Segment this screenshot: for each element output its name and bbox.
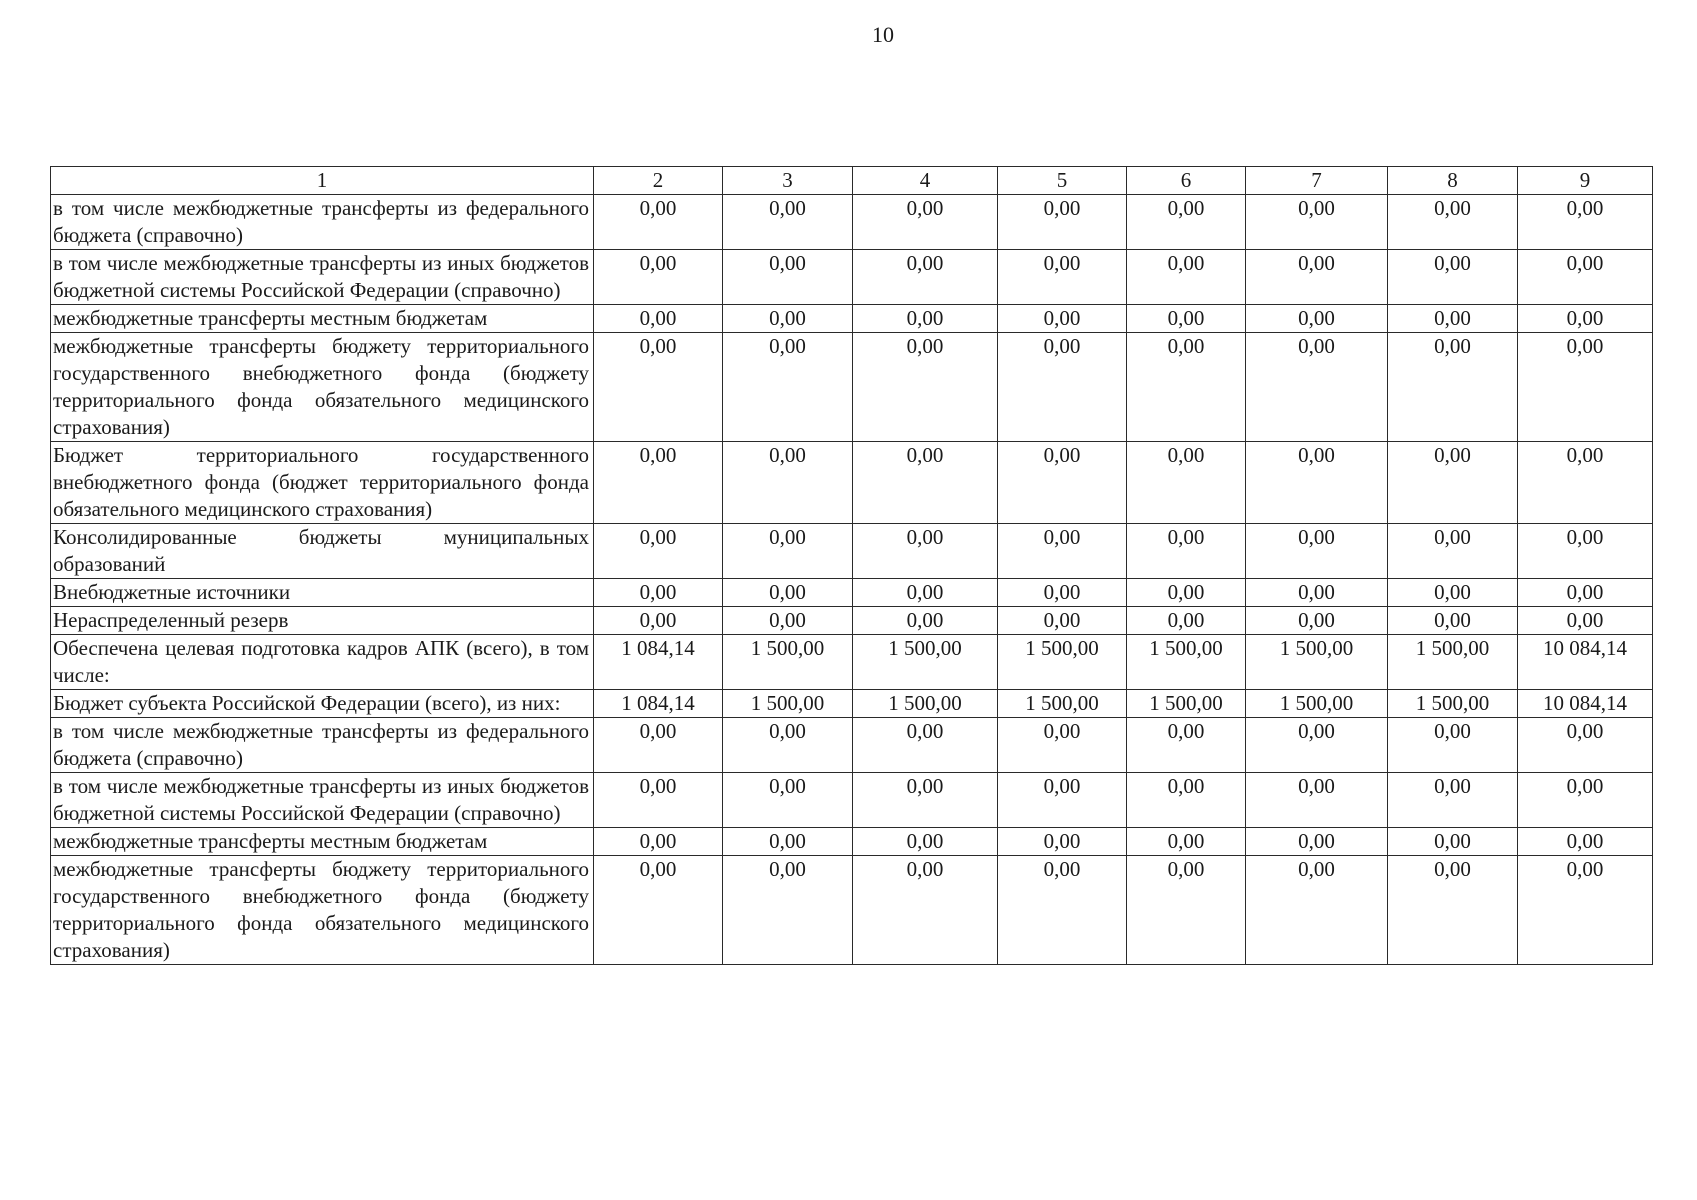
row-value-col-9: 0,00 xyxy=(1518,579,1653,607)
table-row xyxy=(51,442,1653,524)
row-value-col-3: 0,00 xyxy=(723,773,853,828)
row-value-col-4: 0,00 xyxy=(853,442,998,524)
row-value-col-4: 0,00 xyxy=(853,524,998,579)
row-value-col-8: 0,00 xyxy=(1388,773,1518,828)
row-value-col-8: 0,00 xyxy=(1388,195,1518,250)
table-row xyxy=(51,333,1653,442)
row-value-col-7: 0,00 xyxy=(1246,524,1388,579)
row-value-col-3: 1 500,00 xyxy=(723,635,853,690)
row-value-col-8: 0,00 xyxy=(1388,524,1518,579)
table-row xyxy=(51,718,1653,773)
row-value-col-9: 0,00 xyxy=(1518,305,1653,333)
row-value-col-4: 0,00 xyxy=(853,579,998,607)
row-label: в том числе межбюджетные трансферты из иных бюджетов бюджетной системы Российской Федерации (справочно) xyxy=(51,250,594,305)
row-value-col-2: 0,00 xyxy=(594,333,723,442)
row-label: в том числе межбюджетные трансферты из федерального бюджета (справочно) xyxy=(51,195,594,250)
row-value-col-8: 0,00 xyxy=(1388,305,1518,333)
row-value-col-3: 0,00 xyxy=(723,195,853,250)
row-value-col-3: 0,00 xyxy=(723,442,853,524)
row-value-col-8: 0,00 xyxy=(1388,442,1518,524)
row-value-col-8: 0,00 xyxy=(1388,607,1518,635)
row-value-col-2: 0,00 xyxy=(594,607,723,635)
row-value-col-9: 0,00 xyxy=(1518,828,1653,856)
row-value-col-9: 0,00 xyxy=(1518,607,1653,635)
row-value-col-5: 0,00 xyxy=(998,579,1127,607)
row-value-col-5: 0,00 xyxy=(998,856,1127,965)
row-value-col-2: 0,00 xyxy=(594,250,723,305)
column-header-7: 7 xyxy=(1246,167,1388,195)
row-value-col-2: 0,00 xyxy=(594,305,723,333)
row-value-col-5: 0,00 xyxy=(998,524,1127,579)
row-value-col-2: 0,00 xyxy=(594,773,723,828)
row-value-col-5: 0,00 xyxy=(998,195,1127,250)
row-value-col-4: 0,00 xyxy=(853,718,998,773)
row-value-col-9: 0,00 xyxy=(1518,718,1653,773)
row-label: в том числе межбюджетные трансферты из иных бюджетов бюджетной системы Российской Федерации (справочно) xyxy=(51,773,594,828)
row-value-col-3: 0,00 xyxy=(723,305,853,333)
row-value-col-7: 0,00 xyxy=(1246,718,1388,773)
row-value-col-4: 0,00 xyxy=(853,305,998,333)
row-value-col-9: 0,00 xyxy=(1518,250,1653,305)
column-header-5: 5 xyxy=(998,167,1127,195)
row-value-col-4: 0,00 xyxy=(853,195,998,250)
row-label: Бюджет субъекта Российской Федерации (всего), из них: xyxy=(51,690,594,718)
table-row xyxy=(51,305,1653,333)
table-row xyxy=(51,250,1653,305)
row-value-col-6: 0,00 xyxy=(1127,195,1246,250)
row-value-col-6: 0,00 xyxy=(1127,773,1246,828)
row-value-col-3: 0,00 xyxy=(723,607,853,635)
table-row xyxy=(51,690,1653,718)
table-row xyxy=(51,828,1653,856)
row-value-col-2: 0,00 xyxy=(594,442,723,524)
row-value-col-5: 0,00 xyxy=(998,607,1127,635)
row-value-col-8: 0,00 xyxy=(1388,250,1518,305)
row-value-col-2: 0,00 xyxy=(594,828,723,856)
row-value-col-7: 0,00 xyxy=(1246,333,1388,442)
budget-table xyxy=(50,166,1653,965)
column-header-2: 2 xyxy=(594,167,723,195)
row-value-col-7: 0,00 xyxy=(1246,442,1388,524)
row-value-col-2: 0,00 xyxy=(594,524,723,579)
column-header-9: 9 xyxy=(1518,167,1653,195)
column-header-3: 3 xyxy=(723,167,853,195)
row-value-col-6: 0,00 xyxy=(1127,607,1246,635)
row-label: Внебюджетные источники xyxy=(51,579,594,607)
row-value-col-2: 1 084,14 xyxy=(594,690,723,718)
row-value-col-9: 10 084,14 xyxy=(1518,635,1653,690)
row-value-col-5: 0,00 xyxy=(998,718,1127,773)
row-value-col-4: 1 500,00 xyxy=(853,635,998,690)
row-value-col-3: 1 500,00 xyxy=(723,690,853,718)
row-value-col-7: 0,00 xyxy=(1246,828,1388,856)
row-value-col-7: 0,00 xyxy=(1246,856,1388,965)
row-label: Консолидированные бюджеты муниципальных образований xyxy=(51,524,594,579)
row-value-col-2: 0,00 xyxy=(594,856,723,965)
row-value-col-5: 0,00 xyxy=(998,250,1127,305)
table-row xyxy=(51,524,1653,579)
row-value-col-6: 0,00 xyxy=(1127,442,1246,524)
row-value-col-8: 1 500,00 xyxy=(1388,690,1518,718)
row-value-col-8: 0,00 xyxy=(1388,856,1518,965)
row-value-col-3: 0,00 xyxy=(723,524,853,579)
row-value-col-6: 1 500,00 xyxy=(1127,690,1246,718)
row-value-col-9: 0,00 xyxy=(1518,524,1653,579)
header-row xyxy=(51,167,1653,195)
row-value-col-7: 1 500,00 xyxy=(1246,690,1388,718)
row-label: Бюджет территориального государственного внебюджетного фонда (бюджет территориального фонда обязательного медицинского страхования) xyxy=(51,442,594,524)
row-value-col-9: 0,00 xyxy=(1518,856,1653,965)
row-value-col-8: 0,00 xyxy=(1388,718,1518,773)
row-value-col-5: 0,00 xyxy=(998,305,1127,333)
row-value-col-7: 0,00 xyxy=(1246,773,1388,828)
row-value-col-5: 0,00 xyxy=(998,773,1127,828)
row-value-col-6: 0,00 xyxy=(1127,856,1246,965)
row-value-col-4: 0,00 xyxy=(853,856,998,965)
row-value-col-5: 1 500,00 xyxy=(998,690,1127,718)
row-value-col-2: 0,00 xyxy=(594,718,723,773)
row-value-col-5: 0,00 xyxy=(998,333,1127,442)
row-value-col-4: 0,00 xyxy=(853,607,998,635)
row-value-col-3: 0,00 xyxy=(723,333,853,442)
row-value-col-6: 0,00 xyxy=(1127,828,1246,856)
row-value-col-4: 0,00 xyxy=(853,828,998,856)
row-value-col-4: 0,00 xyxy=(853,333,998,442)
table-row xyxy=(51,635,1653,690)
row-label: Нераспределенный резерв xyxy=(51,607,594,635)
row-value-col-7: 0,00 xyxy=(1246,607,1388,635)
row-value-col-3: 0,00 xyxy=(723,856,853,965)
row-value-col-3: 0,00 xyxy=(723,828,853,856)
row-value-col-5: 1 500,00 xyxy=(998,635,1127,690)
row-value-col-6: 0,00 xyxy=(1127,524,1246,579)
row-value-col-4: 0,00 xyxy=(853,773,998,828)
table-body xyxy=(51,195,1653,965)
row-value-col-9: 0,00 xyxy=(1518,195,1653,250)
row-label: в том числе межбюджетные трансферты из федерального бюджета (справочно) xyxy=(51,718,594,773)
column-header-1: 1 xyxy=(51,167,594,195)
column-header-8: 8 xyxy=(1388,167,1518,195)
row-label: межбюджетные трансферты местным бюджетам xyxy=(51,828,594,856)
row-value-col-5: 0,00 xyxy=(998,442,1127,524)
row-label: межбюджетные трансферты бюджету территориального государственного внебюджетного фонда (бюджету территориального фонда обязательного медицинского страхования) xyxy=(51,856,594,965)
table-row xyxy=(51,579,1653,607)
table-row xyxy=(51,856,1653,965)
row-value-col-6: 0,00 xyxy=(1127,305,1246,333)
row-value-col-9: 0,00 xyxy=(1518,333,1653,442)
row-value-col-3: 0,00 xyxy=(723,579,853,607)
row-value-col-6: 0,00 xyxy=(1127,250,1246,305)
column-header-6: 6 xyxy=(1127,167,1246,195)
row-value-col-6: 0,00 xyxy=(1127,333,1246,442)
row-value-col-6: 0,00 xyxy=(1127,579,1246,607)
row-value-col-9: 10 084,14 xyxy=(1518,690,1653,718)
row-value-col-7: 0,00 xyxy=(1246,195,1388,250)
row-value-col-4: 1 500,00 xyxy=(853,690,998,718)
table-row xyxy=(51,773,1653,828)
row-value-col-8: 0,00 xyxy=(1388,333,1518,442)
row-value-col-8: 0,00 xyxy=(1388,579,1518,607)
column-header-4: 4 xyxy=(853,167,998,195)
row-value-col-8: 1 500,00 xyxy=(1388,635,1518,690)
row-value-col-7: 0,00 xyxy=(1246,305,1388,333)
row-value-col-2: 1 084,14 xyxy=(594,635,723,690)
row-value-col-3: 0,00 xyxy=(723,718,853,773)
page-number: 10 xyxy=(872,22,894,47)
row-value-col-2: 0,00 xyxy=(594,579,723,607)
row-value-col-5: 0,00 xyxy=(998,828,1127,856)
row-value-col-6: 1 500,00 xyxy=(1127,635,1246,690)
row-value-col-7: 1 500,00 xyxy=(1246,635,1388,690)
table-row xyxy=(51,195,1653,250)
row-value-col-8: 0,00 xyxy=(1388,828,1518,856)
row-value-col-9: 0,00 xyxy=(1518,773,1653,828)
row-value-col-6: 0,00 xyxy=(1127,718,1246,773)
table-row xyxy=(51,607,1653,635)
row-value-col-4: 0,00 xyxy=(853,250,998,305)
row-label: межбюджетные трансферты местным бюджетам xyxy=(51,305,594,333)
row-value-col-7: 0,00 xyxy=(1246,250,1388,305)
row-value-col-9: 0,00 xyxy=(1518,442,1653,524)
row-label: межбюджетные трансферты бюджету территориального государственного внебюджетного фонда (бюджету территориального фонда обязательного медицинского страхования) xyxy=(51,333,594,442)
row-label: Обеспечена целевая подготовка кадров АПК (всего), в том числе: xyxy=(51,635,594,690)
row-value-col-2: 0,00 xyxy=(594,195,723,250)
row-value-col-3: 0,00 xyxy=(723,250,853,305)
row-value-col-7: 0,00 xyxy=(1246,579,1388,607)
table-header xyxy=(51,167,1653,195)
